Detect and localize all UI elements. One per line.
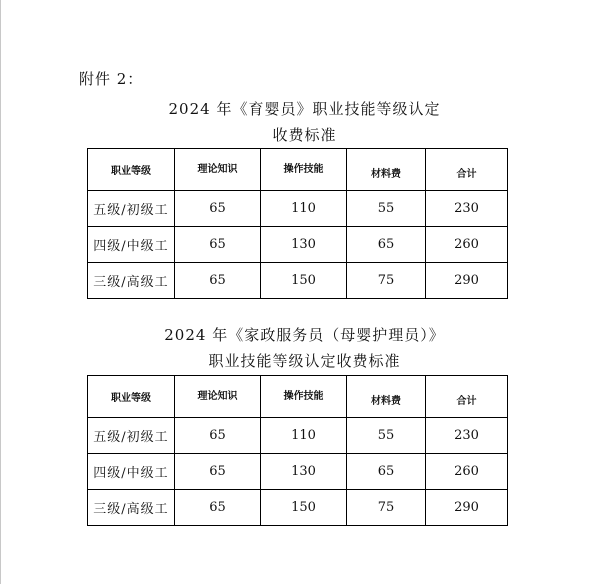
cell-skill: 130 [261,454,347,490]
cell-total: 230 [426,418,508,454]
cell-theory: 65 [175,490,261,526]
page-left-edge [0,0,1,584]
fee-table-1 [87,148,508,299]
header-theory: 理论知识 [175,149,261,191]
cell-theory: 65 [175,227,261,263]
header-skill: 操作技能 [261,149,347,191]
cell-skill: 110 [261,418,347,454]
attachment-label: 附件 2： [79,70,144,88]
cell-theory: 65 [175,418,261,454]
cell-material: 65 [347,454,426,490]
cell-level: 四级/中级工 [88,454,175,490]
cell-total: 290 [426,263,508,299]
table-row [88,454,508,490]
table-row [88,227,508,263]
header-total: 合计 [426,149,508,191]
table-row [88,490,508,526]
cell-total: 290 [426,490,508,526]
cell-material: 55 [347,418,426,454]
table-row [88,418,508,454]
table-row [88,191,508,227]
cell-material: 55 [347,191,426,227]
header-level: 职业等级 [88,376,175,418]
cell-skill: 110 [261,191,347,227]
header-theory: 理论知识 [175,376,261,418]
section-2-title-line-1: 2024 年《家政服务员（母婴护理员）》 [164,326,445,344]
header-level: 职业等级 [88,149,175,191]
cell-total: 230 [426,191,508,227]
cell-level: 五级/初级工 [88,418,175,454]
cell-material: 75 [347,490,426,526]
cell-theory: 65 [175,191,261,227]
cell-material: 75 [347,263,426,299]
cell-theory: 65 [175,263,261,299]
cell-level: 四级/中级工 [88,227,175,263]
header-material: 材料费 [347,149,426,191]
cell-level: 三级/高级工 [88,263,175,299]
table-header-row [88,376,508,418]
cell-material: 65 [347,227,426,263]
header-total: 合计 [426,376,508,418]
section-2-title-line-2: 职业技能等级认定收费标准 [208,352,401,370]
cell-skill: 150 [261,263,347,299]
section-1-title-line-1: 2024 年《育婴员》职业技能等级认定 [168,100,441,118]
cell-theory: 65 [175,454,261,490]
section-1-title-line-2: 收费标准 [272,126,337,144]
header-skill: 操作技能 [261,376,347,418]
cell-total: 260 [426,454,508,490]
cell-skill: 130 [261,227,347,263]
cell-level: 五级/初级工 [88,191,175,227]
table-header-row [88,149,508,191]
cell-skill: 150 [261,490,347,526]
cell-level: 三级/高级工 [88,490,175,526]
cell-total: 260 [426,227,508,263]
header-material: 材料费 [347,376,426,418]
table-row [88,263,508,299]
fee-table-2 [87,375,508,526]
